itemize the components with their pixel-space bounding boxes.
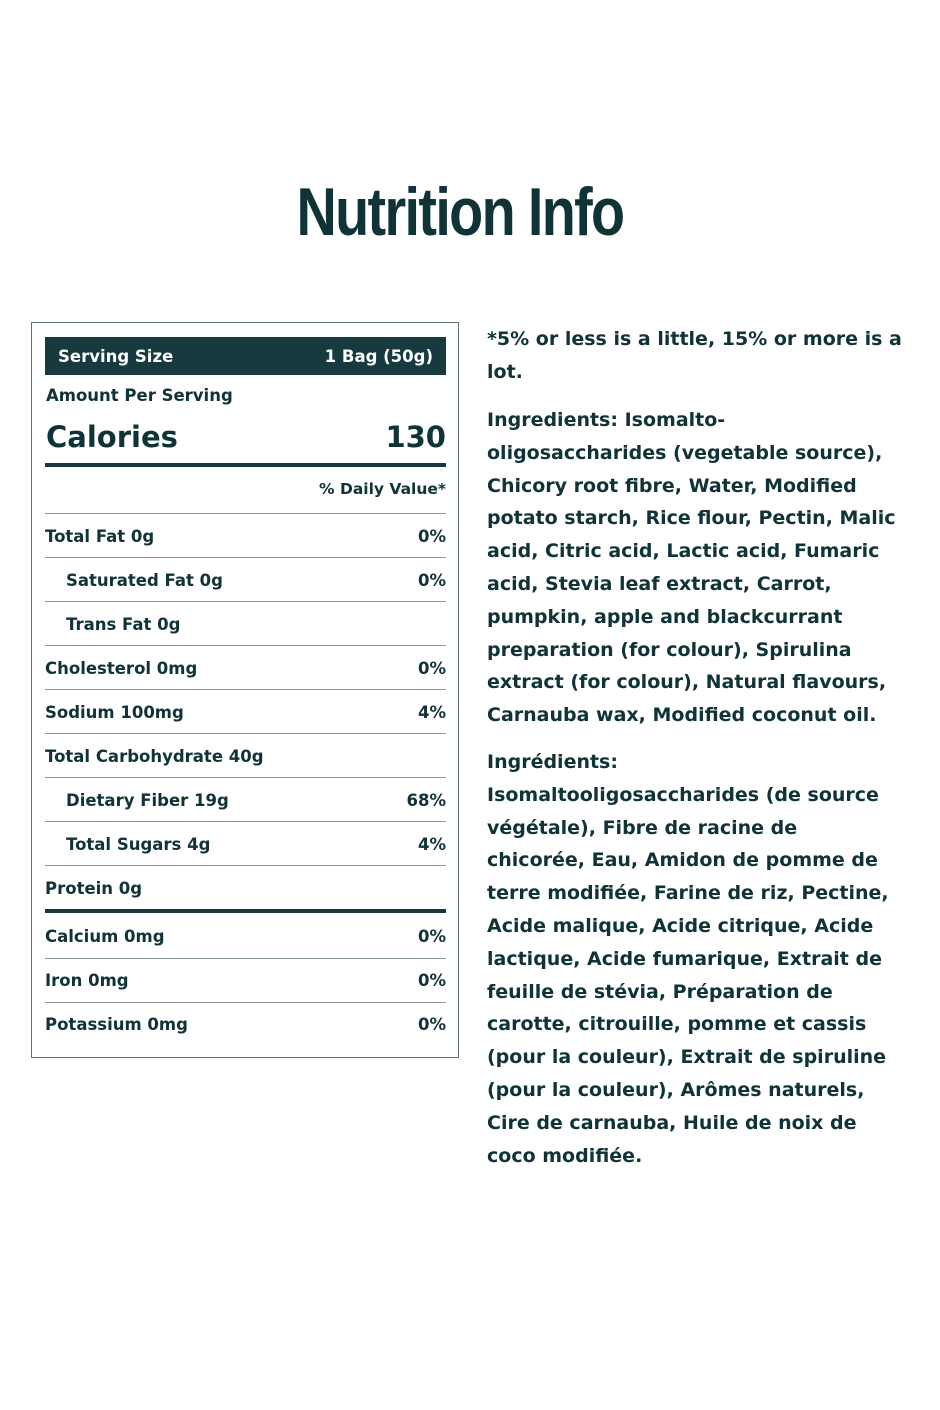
divider bbox=[45, 821, 446, 822]
nutrient-row-saturated-fat bbox=[45, 568, 446, 592]
nutrient-value: 0% bbox=[417, 926, 446, 946]
ingredients-line: pumpkin, apple and blackcurrant bbox=[487, 605, 843, 628]
nutrient-value: 0% bbox=[417, 1014, 446, 1034]
ingredients-line: Ingredients: Isomalto- bbox=[487, 409, 726, 431]
calories-label: Calories bbox=[46, 420, 178, 454]
amount-per-serving: Amount Per Serving bbox=[46, 386, 233, 405]
nutrient-label: Potassium 0mg bbox=[45, 1014, 188, 1034]
nutrient-label: Iron 0mg bbox=[45, 970, 129, 990]
nutrient-row-potassium bbox=[45, 1012, 446, 1036]
divider bbox=[45, 689, 446, 690]
ingredients-line: Chicory root fibre, Water, Modified bbox=[487, 474, 857, 497]
serving-size-value: 1 Bag (50g) bbox=[324, 346, 433, 366]
nutrient-label: Dietary Fiber 19g bbox=[66, 790, 229, 810]
nutrient-value: 4% bbox=[417, 702, 446, 722]
vitamins-divider bbox=[45, 909, 446, 913]
serving-size-bar bbox=[45, 337, 446, 375]
ingredients-line: Ingrédients: bbox=[487, 751, 618, 773]
ingredients-line: chicorée, Eau, Amidon de pomme de bbox=[487, 849, 878, 872]
nutrient-row-total-fat bbox=[45, 524, 446, 548]
divider bbox=[45, 557, 446, 558]
ingredients-line: coco modifiée. bbox=[487, 1144, 643, 1167]
nutrient-label: Cholesterol 0mg bbox=[45, 658, 198, 678]
footnote-line: lot. bbox=[487, 360, 523, 383]
divider bbox=[45, 645, 446, 646]
nutrient-row-dietary-fiber bbox=[45, 788, 446, 812]
nutrient-row-cholesterol bbox=[45, 656, 446, 680]
divider bbox=[45, 777, 446, 778]
nutrient-value: 0% bbox=[417, 570, 446, 590]
nutrient-row-trans-fat bbox=[45, 612, 446, 636]
serving-size-label: Serving Size bbox=[58, 346, 174, 366]
nutrient-label: Calcium 0mg bbox=[45, 926, 165, 946]
divider bbox=[45, 733, 446, 734]
ingredients-line: carotte, citrouille, pomme et cassis bbox=[487, 1013, 867, 1036]
nutrient-row-calcium bbox=[45, 924, 446, 948]
calories-value: 130 bbox=[385, 420, 446, 454]
ingredients-line: preparation (for colour), Spirulina bbox=[487, 638, 852, 661]
divider bbox=[45, 601, 446, 602]
ingredients-line: potato starch, Rice flour, Pectin, Malic bbox=[487, 507, 896, 530]
nutrient-row-protein bbox=[45, 876, 446, 900]
daily-value-footnote bbox=[487, 323, 902, 389]
nutrient-label: Saturated Fat 0g bbox=[66, 570, 223, 590]
ingredients-line: (pour la couleur), Arômes naturels, bbox=[487, 1078, 865, 1101]
ingredients-line: terre modifiée, Farine de riz, Pectine, bbox=[487, 882, 889, 905]
divider bbox=[45, 865, 446, 866]
ingredients-english bbox=[487, 404, 897, 732]
ingredients-line: Carnauba wax, Modified coconut oil. bbox=[487, 704, 877, 727]
ingredients-line: (pour la couleur), Extrait de spiruline bbox=[487, 1046, 887, 1069]
nutrition-facts-panel bbox=[31, 322, 459, 1058]
nutrient-value: 0% bbox=[417, 970, 446, 990]
nutrient-value: 4% bbox=[417, 834, 446, 854]
nutrient-label: Total Carbohydrate 40g bbox=[45, 746, 264, 766]
divider bbox=[45, 958, 446, 959]
ingredients-line: végétale), Fibre de racine de bbox=[487, 816, 798, 839]
ingredients-line: Isomaltooligosaccharides (de source bbox=[487, 783, 879, 806]
ingredients-line: Cire de carnauba, Huile de noix de bbox=[487, 1111, 857, 1134]
ingredients-line: oligosaccharides (vegetable source), bbox=[487, 441, 883, 464]
ingredients-line: lactique, Acide fumarique, Extrait de bbox=[487, 947, 882, 970]
ingredients-line: acid, Citric acid, Lactic acid, Fumaric bbox=[487, 540, 880, 563]
nutrient-label: Total Sugars 4g bbox=[66, 834, 211, 854]
divider bbox=[45, 513, 446, 514]
page-title: Nutrition Info bbox=[296, 174, 624, 250]
ingredients-line: acid, Stevia leaf extract, Carrot, bbox=[487, 572, 832, 595]
footnote-line: *5% or less is a little, 15% or more is a bbox=[487, 328, 902, 350]
nutrient-value: 0% bbox=[417, 526, 446, 546]
nutrient-value: 0% bbox=[417, 658, 446, 678]
nutrient-row-total-sugars bbox=[45, 832, 446, 856]
nutrient-value: 68% bbox=[406, 790, 446, 810]
calories-row bbox=[46, 420, 446, 454]
nutrient-label: Sodium 100mg bbox=[45, 702, 184, 722]
nutrient-label: Protein 0g bbox=[45, 878, 143, 898]
calories-divider bbox=[45, 463, 446, 467]
divider bbox=[45, 1002, 446, 1003]
nutrient-row-total-carbohydrate bbox=[45, 744, 446, 768]
ingredients-line: Acide malique, Acide citrique, Acide bbox=[487, 914, 874, 937]
ingredients-line: feuille de stévia, Préparation de bbox=[487, 980, 833, 1003]
nutrient-row-sodium bbox=[45, 700, 446, 724]
nutrient-row-iron bbox=[45, 968, 446, 992]
nutrient-label: Total Fat 0g bbox=[45, 526, 155, 546]
nutrient-label: Trans Fat 0g bbox=[66, 614, 181, 634]
daily-value-header: % Daily Value* bbox=[319, 480, 446, 498]
ingredients-line: extract (for colour), Natural flavours, bbox=[487, 671, 887, 694]
ingredients-french bbox=[487, 746, 897, 1172]
